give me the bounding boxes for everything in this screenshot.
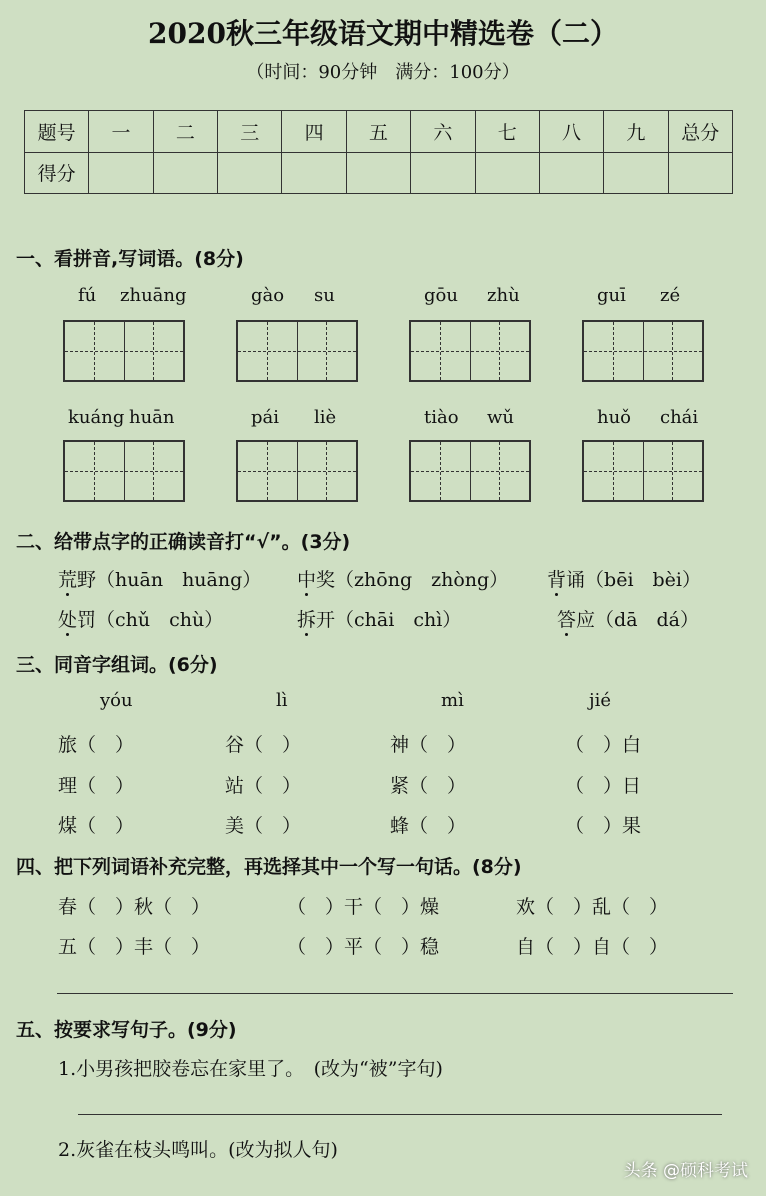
pronunciation-item bbox=[58, 605, 223, 632]
pinyin-2: wǔ bbox=[487, 407, 514, 428]
grid-line bbox=[267, 322, 268, 380]
pinyin-2: liè bbox=[314, 407, 337, 428]
score-cell[interactable] bbox=[218, 152, 282, 194]
pinyin-1: kuáng bbox=[68, 407, 125, 428]
page-title: 2020秋三年级语文期中精选卷（二） bbox=[148, 17, 618, 50]
homophone-blank[interactable]: 蜂（ ） bbox=[390, 815, 467, 837]
pinyin-options[interactable]: （dā dá） bbox=[595, 609, 700, 631]
score-header-cell: 八 bbox=[539, 111, 603, 153]
grid-line bbox=[267, 442, 268, 500]
grid-line bbox=[94, 442, 95, 500]
homophone-blank[interactable]: 神（ ） bbox=[390, 734, 467, 756]
section-1-heading: 一、看拼音,写词语。(8分) bbox=[16, 248, 244, 270]
exam-info: （时间：90分钟 满分：100分） bbox=[246, 62, 520, 83]
word-rest: 应 bbox=[576, 609, 596, 631]
idiom-blank[interactable]: 自（ ）自（ ） bbox=[516, 936, 669, 958]
homophone-blank[interactable]: 紧（ ） bbox=[390, 774, 467, 797]
idiom-blank[interactable]: 春（ ）秋（ ） bbox=[58, 896, 211, 918]
dotted-char: 中 bbox=[297, 569, 317, 591]
score-header-cell: 二 bbox=[153, 111, 217, 153]
pinyin-1: guī bbox=[597, 285, 626, 306]
score-cell[interactable] bbox=[475, 152, 539, 194]
grid-line bbox=[153, 442, 154, 500]
score-cell[interactable] bbox=[539, 152, 603, 194]
pinyin-1: pái bbox=[251, 407, 280, 428]
score-cell[interactable] bbox=[411, 152, 475, 194]
pinyin-options[interactable]: （zhōng zhòng） bbox=[335, 569, 509, 591]
grid-line bbox=[411, 351, 529, 352]
tianzige-box[interactable] bbox=[409, 440, 531, 502]
score-cell[interactable] bbox=[346, 152, 410, 194]
tianzige-box[interactable] bbox=[409, 320, 531, 382]
pinyin-1: gōu bbox=[424, 285, 458, 306]
section-4-heading: 四、把下列词语补充完整，再选择其中一个写一句话。(8分) bbox=[16, 856, 522, 878]
dotted-char: 背 bbox=[547, 569, 567, 591]
idiom-blank[interactable]: 欢（ ）乱（ ） bbox=[516, 896, 669, 918]
homophone-blank[interactable]: （ ）日 bbox=[565, 774, 642, 797]
grid-line bbox=[499, 442, 500, 500]
homophone-blank[interactable]: 美（ ） bbox=[225, 815, 302, 837]
score-cell[interactable] bbox=[668, 152, 732, 194]
score-header-cell: 九 bbox=[604, 111, 668, 153]
dotted-char: 荒 bbox=[58, 569, 78, 591]
homophone-pinyin: jié bbox=[589, 690, 611, 711]
word-rest: 开 bbox=[316, 609, 336, 631]
tianzige-box[interactable] bbox=[63, 440, 185, 502]
score-cell[interactable] bbox=[282, 152, 346, 194]
score-header-cell: 四 bbox=[282, 111, 346, 153]
pinyin-2: chái bbox=[660, 407, 699, 428]
grid-line bbox=[672, 322, 673, 380]
score-header-cell: 六 bbox=[411, 111, 475, 153]
answer-line[interactable] bbox=[78, 1114, 722, 1115]
pinyin-options[interactable]: （chǔ chù） bbox=[96, 609, 224, 631]
score-header-cell: 三 bbox=[218, 111, 282, 153]
pronunciation-item bbox=[297, 605, 461, 632]
section-2-heading: 二、给带点字的正确读音打“√”。(3分) bbox=[16, 531, 351, 553]
pinyin-2: zé bbox=[660, 285, 681, 306]
grid-line bbox=[65, 471, 183, 472]
score-header-cell: 一 bbox=[89, 111, 153, 153]
pinyin-2: zhù bbox=[487, 285, 520, 306]
section-5-heading: 五、按要求写句子。(9分) bbox=[16, 1019, 237, 1041]
score-cell[interactable] bbox=[604, 152, 668, 194]
homophone-blank[interactable]: 理（ ） bbox=[58, 774, 135, 797]
tianzige-box[interactable] bbox=[63, 320, 185, 382]
score-header-cell: 总分 bbox=[668, 111, 732, 153]
grid-line bbox=[672, 442, 673, 500]
pinyin-options[interactable]: （chāi chì） bbox=[335, 609, 462, 631]
answer-line[interactable] bbox=[57, 993, 733, 994]
grid-line bbox=[326, 442, 327, 500]
word-rest: 诵 bbox=[566, 569, 586, 591]
tianzige-box[interactable] bbox=[582, 320, 704, 382]
score-row-label: 得分 bbox=[25, 152, 89, 194]
score-cell[interactable] bbox=[89, 152, 153, 194]
score-table bbox=[24, 110, 733, 194]
grid-line bbox=[238, 351, 356, 352]
tianzige-box[interactable] bbox=[582, 440, 704, 502]
grid-line bbox=[440, 442, 441, 500]
dotted-char: 处 bbox=[58, 609, 78, 631]
pinyin-options[interactable]: （huān huāng） bbox=[96, 569, 262, 591]
pinyin-2: zhuāng bbox=[120, 285, 187, 306]
score-header-cell: 五 bbox=[346, 111, 410, 153]
pronunciation-item bbox=[58, 565, 261, 592]
pinyin-options[interactable]: （bēi bèi） bbox=[585, 569, 701, 591]
grid-line bbox=[94, 322, 95, 380]
grid-line bbox=[440, 322, 441, 380]
grid-line bbox=[238, 471, 356, 472]
score-header-cell: 题号 bbox=[25, 111, 89, 153]
homophone-pinyin: mì bbox=[441, 690, 464, 711]
homophone-blank[interactable]: （ ）果 bbox=[565, 815, 642, 837]
homophone-blank[interactable]: 站（ ） bbox=[225, 774, 302, 797]
homophone-pinyin: lì bbox=[276, 690, 288, 711]
idiom-blank[interactable]: （ ）平（ ）稳 bbox=[287, 936, 440, 958]
section-3-heading: 三、同音字组词。(6分) bbox=[16, 654, 218, 676]
word-rest: 野 bbox=[77, 569, 97, 591]
dotted-char: 拆 bbox=[297, 609, 317, 631]
idiom-blank[interactable]: 五（ ）丰（ ） bbox=[58, 936, 211, 958]
tianzige-box[interactable] bbox=[236, 320, 358, 382]
watermark: 头条 @硕科考试 bbox=[623, 1161, 748, 1181]
word-rest: 奖 bbox=[316, 569, 336, 591]
grid-line bbox=[584, 351, 702, 352]
grid-line bbox=[411, 471, 529, 472]
homophone-blank[interactable]: 谷（ ） bbox=[225, 734, 302, 756]
homophone-blank[interactable]: 煤（ ） bbox=[58, 815, 135, 837]
grid-line bbox=[613, 322, 614, 380]
homophone-blank[interactable]: （ ）白 bbox=[565, 734, 642, 756]
pronunciation-item bbox=[297, 565, 508, 592]
idiom-blank[interactable]: （ ）干（ ）燥 bbox=[287, 896, 440, 918]
pinyin-1: gào bbox=[251, 285, 285, 306]
grid-line bbox=[326, 322, 327, 380]
tianzige-box[interactable] bbox=[236, 440, 358, 502]
homophone-pinyin: yóu bbox=[100, 690, 133, 711]
score-header-cell: 七 bbox=[475, 111, 539, 153]
dotted-char: 答 bbox=[557, 609, 577, 631]
pronunciation-item bbox=[547, 565, 701, 592]
pinyin-1: tiào bbox=[424, 407, 459, 428]
question-5-1: 1.小男孩把胶卷忘在家里了。 (改为“被”字句) bbox=[58, 1058, 443, 1080]
grid-line bbox=[153, 322, 154, 380]
pinyin-1: huǒ bbox=[597, 407, 632, 428]
pronunciation-item bbox=[557, 605, 699, 632]
grid-line bbox=[613, 442, 614, 500]
word-rest: 罚 bbox=[77, 609, 97, 631]
pinyin-1: fú bbox=[78, 285, 97, 306]
homophone-blank[interactable]: 旅（ ） bbox=[58, 734, 135, 756]
score-cell[interactable] bbox=[153, 152, 217, 194]
grid-line bbox=[499, 322, 500, 380]
question-5-2: 2.灰雀在枝头鸣叫。(改为拟人句) bbox=[58, 1139, 338, 1161]
pinyin-2: huān bbox=[129, 407, 175, 428]
pinyin-2: su bbox=[314, 285, 335, 306]
grid-line bbox=[584, 471, 702, 472]
grid-line bbox=[65, 351, 183, 352]
